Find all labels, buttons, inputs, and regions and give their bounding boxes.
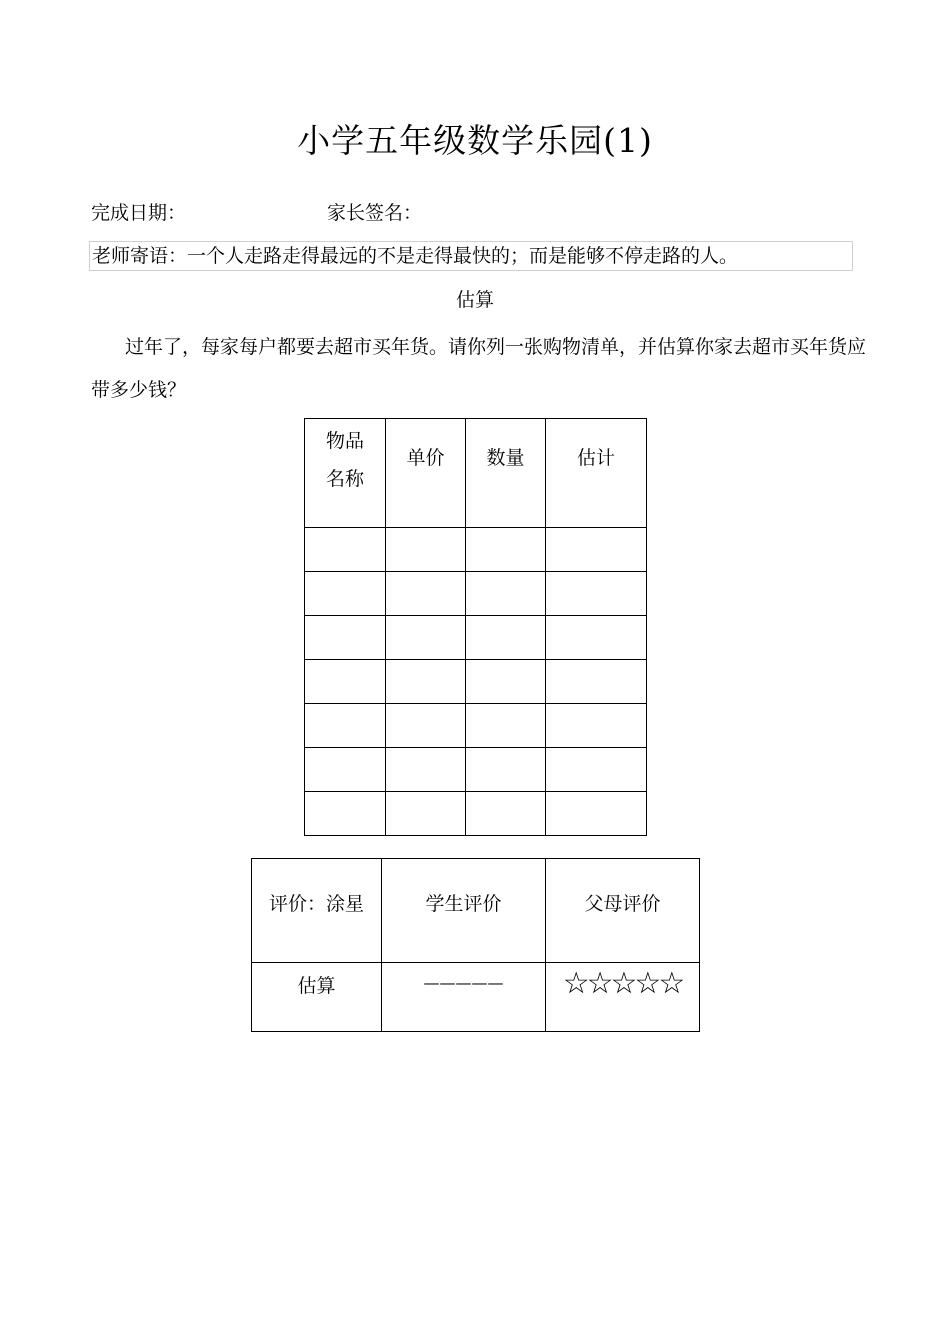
estimate-cell[interactable] — [546, 528, 647, 572]
item-name-cell[interactable] — [305, 616, 386, 660]
student-evaluation-blank: ————— — [423, 973, 504, 992]
evaluation-header-parent: 父母评价 — [546, 859, 700, 963]
item-name-cell[interactable] — [305, 528, 386, 572]
evaluation-table — [251, 858, 700, 1032]
item-name-cell[interactable] — [305, 660, 386, 704]
star-rating-icon: ☆☆☆☆☆ — [562, 966, 683, 1001]
unit-price-cell[interactable] — [386, 528, 466, 572]
shopping-table-body — [305, 528, 647, 836]
quantity-cell[interactable] — [466, 572, 546, 616]
evaluation-row-label: 估算 — [252, 963, 382, 1032]
evaluation-row — [252, 963, 700, 1032]
section-heading: 估算 — [455, 289, 494, 311]
unit-price-cell[interactable] — [386, 792, 466, 836]
estimate-cell[interactable] — [546, 704, 647, 748]
header-item-name-text: 物品名称 — [325, 430, 364, 490]
estimate-cell[interactable] — [546, 572, 647, 616]
unit-price-cell[interactable] — [386, 572, 466, 616]
parent-signature-label: 家长签名： — [327, 202, 423, 224]
shopping-table-row — [305, 616, 647, 660]
estimate-cell[interactable] — [546, 616, 647, 660]
quantity-cell[interactable] — [466, 748, 546, 792]
parent-evaluation-cell — [546, 963, 700, 1032]
teacher-note: 老师寄语：一个人走路走得最远的不是走得最快的；而是能够不停走路的人。 — [89, 241, 853, 271]
unit-price-cell[interactable] — [386, 660, 466, 704]
estimate-cell[interactable] — [546, 792, 647, 836]
estimate-cell[interactable] — [546, 660, 647, 704]
page-title: 小学五年级数学乐园(1) — [297, 121, 653, 160]
shopping-table-row — [305, 572, 647, 616]
shopping-table-header-row — [305, 419, 647, 528]
header-estimate: 估计 — [546, 419, 647, 528]
quantity-cell[interactable] — [466, 792, 546, 836]
evaluation-header-student: 学生评价 — [382, 859, 546, 963]
evaluation-header-stars: 评价：涂星 — [252, 859, 382, 963]
quantity-cell[interactable] — [466, 616, 546, 660]
evaluation-header-row — [252, 859, 700, 963]
item-name-cell[interactable] — [305, 572, 386, 616]
header-quantity: 数量 — [466, 419, 546, 528]
quantity-cell[interactable] — [466, 528, 546, 572]
shopping-list-table — [304, 418, 647, 836]
quantity-cell[interactable] — [466, 660, 546, 704]
unit-price-cell[interactable] — [386, 616, 466, 660]
unit-price-cell[interactable] — [386, 704, 466, 748]
problem-text: 过年了，每家每户都要去超市买年货。请你列一张购物清单，并估算你家去超市买年货应带多少钱？ — [91, 336, 867, 401]
header-item-name — [305, 419, 386, 528]
shopping-table-row — [305, 660, 647, 704]
item-name-cell[interactable] — [305, 704, 386, 748]
shopping-table-row — [305, 792, 647, 836]
shopping-table-row — [305, 748, 647, 792]
completion-date-label: 完成日期： — [91, 202, 187, 224]
shopping-table-row — [305, 528, 647, 572]
quantity-cell[interactable] — [466, 704, 546, 748]
header-unit-price: 单价 — [386, 419, 466, 528]
student-evaluation-cell — [382, 963, 546, 1032]
unit-price-cell[interactable] — [386, 748, 466, 792]
item-name-cell[interactable] — [305, 792, 386, 836]
estimate-cell[interactable] — [546, 748, 647, 792]
shopping-table-row — [305, 704, 647, 748]
item-name-cell[interactable] — [305, 748, 386, 792]
